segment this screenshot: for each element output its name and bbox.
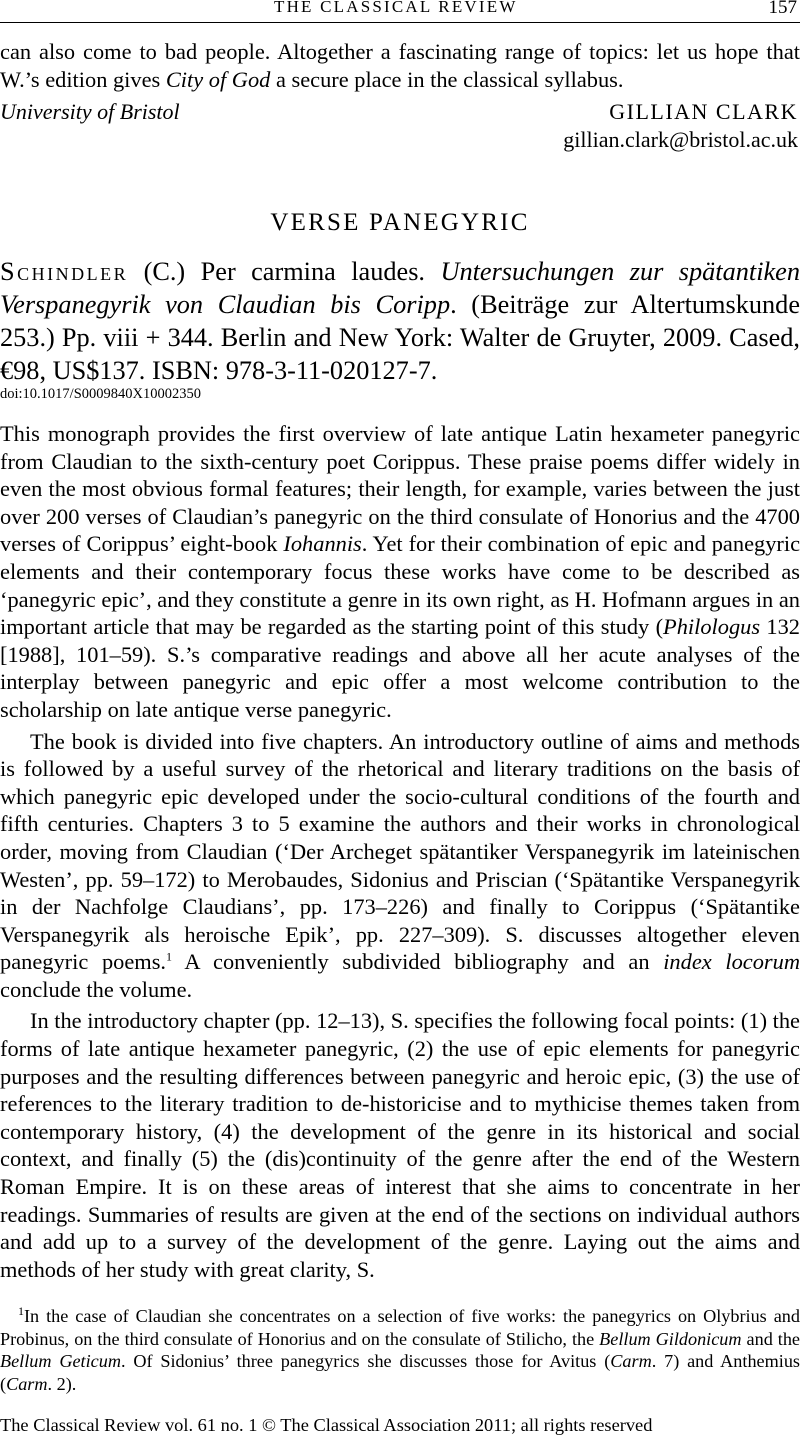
book-subtitle: Untersuchungen zur spätantiken Verspanegyrik von Claudian bis Coripp — [0, 257, 800, 319]
book-author: Schindler — [0, 257, 129, 286]
closing-text: can also come to bad people. Altogether a fascinating range of topics: let us hope that W.’s edition gives — [0, 39, 800, 92]
title-iohannis: Iohannis — [283, 531, 362, 557]
title-philologus: Philologus — [663, 614, 761, 640]
footnote-reference[interactable]: 1 — [166, 949, 172, 964]
book-title: Per carmina laudes. — [200, 257, 426, 286]
footnote: $^1$In the case of Claudian she concentrates on a selection of five works: the panegyrics on Olybrius and Probinus, on the third consulate of Honorius and on the consulate of Stilicho, the Bellum Gildonicum and the Bellum Geticum. Of Sidonius’ three panegyrics she discusses those for Avitus (Carm. 7) and Anthemius (Carm. 2). — [0, 1303, 800, 1394]
paragraph-3: In the introductory chapter (pp. 12–13), S. specifies the following focal points: (1) the forms of late antique hexameter panegyric, (2) the use of epic elements for panegyric purposes and the resulting differences between panegyric and heroic epic, (3) the use of references to the literary tradition to de-historicise and to mythicise themes taken from contemporary history, (4) the development of the genre in its historical and social context, and finally (5) the (dis)continuity of the genre after the end of the Western Roman Empire. It is on these areas of interest that she aims to concentrate in her readings. Summaries of results are given at the end of the sections on individual authors and add up to a survey of the development of the genre. Laying out the aims and methods of her study with great clarity, S. — [0, 1008, 800, 1282]
closing-title: City of God — [165, 66, 271, 92]
paragraph-2: The book is divided into five chapters. An introductory outline of aims and methods is followed by a useful survey of the rhetorical and literary traditions on the basis of which panegyric epic developed under the socio-cultural conditions of the fourth and fifth centuries. Chapters 3 to 5 examine the authors and their works in chronological order, moving from Claudian (‘Der Archeget spätantiker Verspanegyrik im lateinischen Westen’, pp. 59–172) to Merobaudes, Sidonius and Priscian (‘Spätantike Verspanegyrik in der Nachfolge Claudians’, pp. 173–226) and finally to Corippus (‘Spätantike Verspanegyrik als heroische Epik’, pp. 227–309). S. discusses altogether eleven panegyric poems.$^1$ A conveniently subdivided bibliography and an index locorum conclude the volume. — [0, 728, 800, 1002]
book-author-initial: (C.) — [143, 257, 186, 286]
footnote-mark: 1 — [18, 1303, 24, 1318]
book-publication-details: . (Beiträge zur Altertumskunde 253.) Pp. viii + 344. Berlin and New York: Walter de Gruyter, 2009. Cased, €98, US$137. ISBN: 978-3-11-020127-7. — [0, 290, 800, 385]
reviewer-email: gillian.clark@bristol.ac.uk — [563, 127, 798, 152]
paragraph-1: This monograph provides the first overview of late antique Latin hexameter panegyric from Claudian to the sixth-century poet Corippus. These praise poems differ widely in even the most obvious formal features; their length, for example, varies between the just over 200 verses of Claudian’s panegyric on the third consulate of Honorius and the 4700 verses of Corippus’ eight-book Iohannis. Yet for their combination of epic and panegyric elements and their contemporary focus these works have come to be described as ‘panegyric epic’, and they constitute a genre in its own right, as H. Hofmann argues in an important article that may be regarded as the starting point of this study (Philologus 132 [1988], 101–59). S.’s comparative readings and above all her acute analyses of the interplay between panegyric and epic offer a most welcome contribution to the scholarship on late antique verse panegyric. — [0, 421, 800, 722]
reviewer-signature — [0, 99, 800, 157]
reviewer-name: GILLIAN CLARK — [609, 99, 798, 124]
running-title: THE CLASSICAL REVIEW — [274, 0, 518, 16]
page-number: 157 — [768, 0, 797, 18]
copyright-footer: The Classical Review vol. 61 no. 1 © The Classical Association 2011; all rights reserved — [0, 1415, 653, 1435]
section-heading: VERSE PANEGYRIC — [270, 209, 530, 236]
review-body — [0, 420, 800, 1283]
book-citation — [0, 255, 800, 387]
header-rule — [0, 22, 800, 23]
previous-review-ending — [0, 38, 800, 93]
running-header — [0, 0, 800, 21]
reviewer-affiliation: University of Bristol — [0, 99, 180, 124]
doi: doi:10.1017/S0009840X10002350 — [0, 386, 201, 402]
index-locorum: index locorum — [663, 949, 800, 975]
closing-text-end: a secure place in the classical syllabus. — [270, 66, 624, 92]
